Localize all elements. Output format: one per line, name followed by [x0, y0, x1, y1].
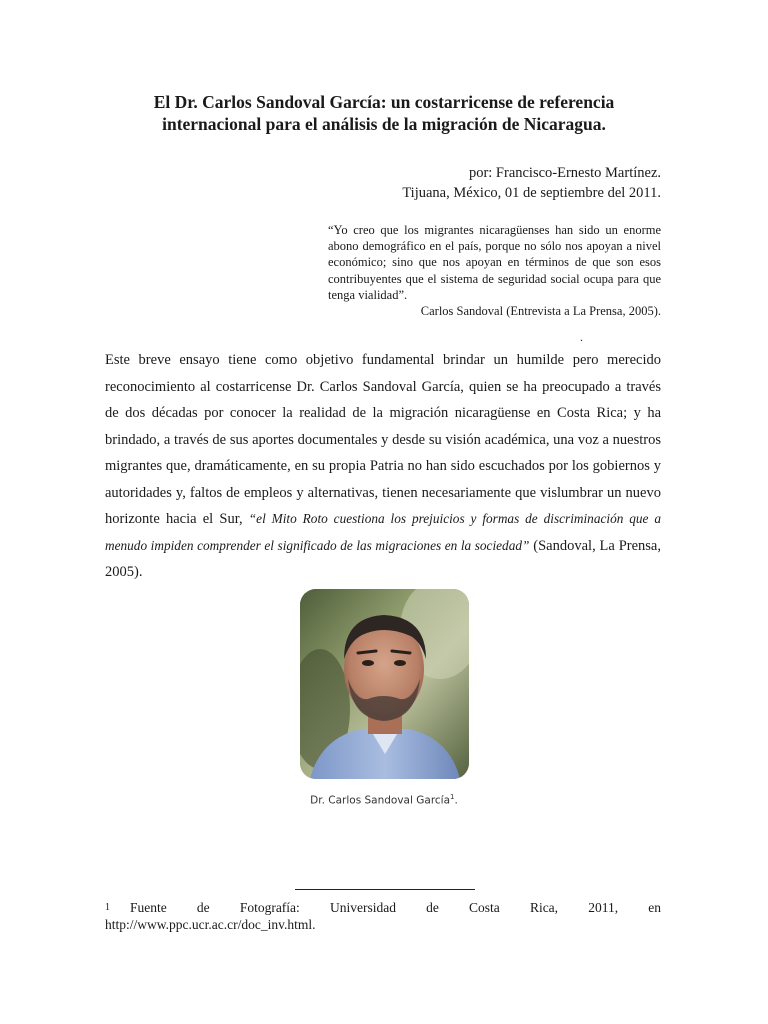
body-paragraph	[105, 347, 661, 586]
portrait-illustration	[300, 589, 469, 779]
footnote-number: 1	[105, 902, 110, 913]
byline-author: por: Francisco-Ernesto Martínez.	[468, 165, 661, 181]
footnote-word: Universidad	[329, 900, 396, 915]
portrait-photo	[300, 589, 469, 779]
byline	[261, 163, 661, 203]
footnote-line-1	[105, 899, 661, 916]
caption-footnote-ref: 1	[450, 793, 455, 801]
title-line-2: internacional para el análisis de la migración de Nicaragua.	[162, 114, 606, 134]
caption-end: .	[454, 794, 458, 807]
footnote-word: Fotografía:	[239, 900, 300, 915]
page-title	[104, 91, 664, 135]
quote-attribution: Carlos Sandoval (Entrevista a La Prensa, 2005).	[420, 304, 661, 319]
photo-caption	[200, 793, 568, 807]
byline-place-date: Tijuana, México, 01 de septiembre del 2011.	[402, 185, 661, 201]
stray-mark: .	[580, 330, 583, 344]
footnote-word: de	[196, 900, 210, 915]
footnote-separator	[295, 889, 475, 890]
body-italic-quote: “el Mito Roto cuestiona los prejuicios y formas de discriminación que a menudo impiden comprender el significado de las migraciones en la sociedad”	[105, 511, 662, 553]
footnote-word: en	[648, 900, 661, 915]
footnote-url[interactable]: http://www.ppc.ucr.ac.cr/doc_inv.html.	[105, 917, 316, 932]
quote-text: “Yo creo que los migrantes nicaragüenses han sido un enorme abono demográfico en el país, porque no sólo nos apoyan a nivel económico; sino que nos apoyan en términos de que son esos contribuyentes que el sistema de seguridad social ocupa para que tenga vialidad”.	[328, 223, 661, 302]
footnote-word: Costa	[469, 900, 500, 915]
epigraph-quote	[328, 222, 661, 319]
body-text-before: Este breve ensayo tiene como objetivo fundamental brindar un humilde pero merecido reconocimiento al costarricense Dr. Carlos Sandoval García, quien se ha preocupado a través de dos décadas por conocer la realidad de la migración nicaragüense en Costa Rica; y ha brindado, a través de sus aportes documentales y desde su visión académica, una voz a nuestros migrantes que, dramáticamente, en su propia Patria no han sido escuchados por los gobiernos y autoridades y, faltos de empleos y alternativas, tienen necesariamente que vislumbrar un nuevo horizonte hacia el Sur,	[105, 352, 661, 527]
footnote-word: de	[426, 900, 439, 915]
body-text-after: (Sandoval, La Prensa, 2005).	[105, 537, 661, 580]
title-line-1: El Dr. Carlos Sandoval García: un costarricense de referencia	[153, 92, 615, 112]
caption-text: Dr. Carlos Sandoval García	[310, 794, 451, 807]
footnote	[105, 899, 661, 933]
footnote-word: Fuente	[130, 900, 167, 915]
footnote-word: 2011,	[588, 900, 619, 915]
footnote-word: Rica,	[529, 900, 559, 915]
